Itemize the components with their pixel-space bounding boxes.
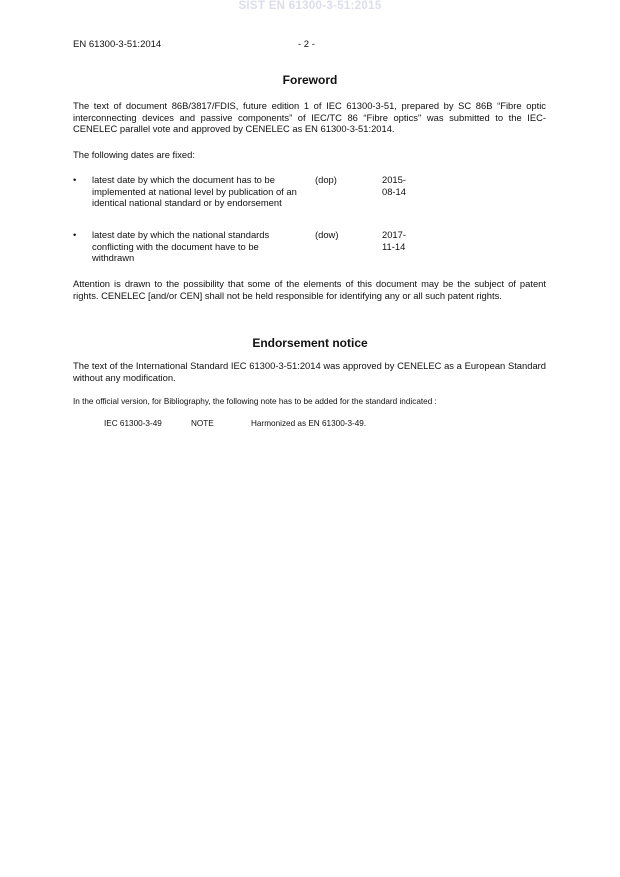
header-doc-id: EN 61300-3-51:2014	[73, 39, 162, 50]
date-item-text: latest date by which the document has to be implemented at national level by publication of an identical national standard or by endorsement	[92, 174, 297, 209]
date-item-date: 2017-11-14	[382, 229, 406, 252]
bullet: •	[73, 174, 77, 185]
date-item-code: (dop)	[315, 174, 337, 185]
attention-paragraph: Attention is drawn to the possibility that some of the elements of this document may be the subject of patent rights. CENELEC [and/or CEN] shall not be held responsible for identifying any or all such patent rights.	[73, 278, 546, 301]
date-item-date: 2015-08-14	[382, 174, 406, 197]
note-standard: IEC 61300-3-49	[104, 419, 162, 428]
bullet: •	[73, 229, 77, 240]
bibliography-note: In the official version, for Bibliography, the following note has to be added for the standard indicated :	[73, 397, 437, 406]
foreword-intro: The text of document 86B/3817/FDIS, future edition 1 of IEC 61300-3-51, prepared by SC 86B “Fibre optic interconnecting devices and passive components” of IEC/TC 86 “Fibre optics" was submitted to the IEC-CENELEC parallel vote and approved by CENELEC as EN 61300-3-51:2014.	[73, 100, 546, 135]
endorsement-title: Endorsement notice	[252, 336, 368, 350]
watermark: SIST EN 61300-3-51:2015	[238, 0, 382, 12]
dates-intro: The following dates are fixed:	[73, 149, 195, 160]
date-item-text: latest date by which the national standards conflicting with the document have to be withdrawn	[92, 229, 270, 264]
note-text: Harmonized as EN 61300-3-49.	[251, 419, 367, 428]
endorsement-text: The text of the International Standard IEC 61300-3-51:2014 was approved by CENELEC as a European Standard without any modification.	[73, 360, 546, 383]
foreword-title: Foreword	[282, 73, 338, 87]
header-page-number: - 2 -	[298, 39, 315, 50]
note-label: NOTE	[191, 419, 214, 428]
date-item-code: (dow)	[315, 229, 339, 240]
